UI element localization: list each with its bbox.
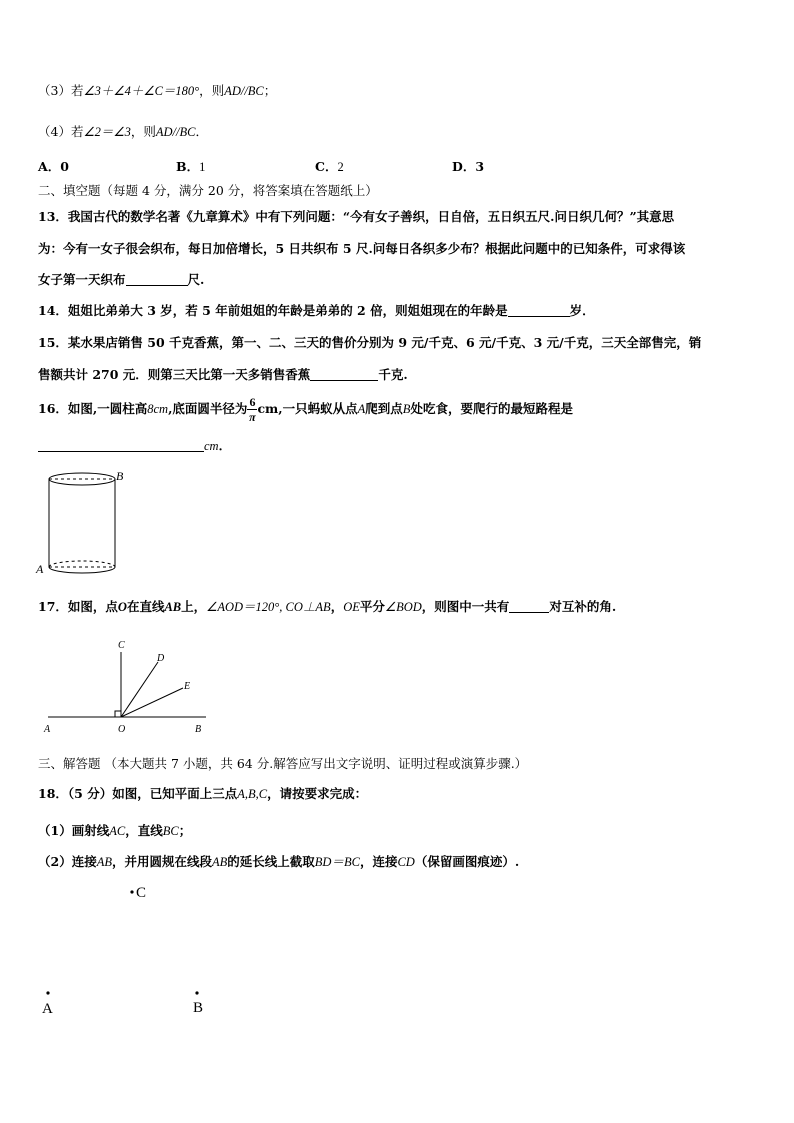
choice-b[interactable]: B．1	[176, 159, 206, 174]
q12-item3-condition: ∠3＋∠4＋∠C＝180°	[83, 84, 200, 98]
q12-item3: （3）若∠3＋∠4＋∠C＝180°，则AD//BC；	[38, 83, 277, 98]
label-d: D	[157, 653, 165, 664]
label-c: C	[118, 640, 125, 651]
point-c	[130, 890, 133, 893]
q14-answer-blank[interactable]	[508, 304, 570, 317]
q13-line-1: 13．我国古代的数学名著《九章算术》中有下列问题：“今有女子善织，日自倍，五日织五尺.问日织几何？”其意思	[38, 209, 675, 224]
right-angle-mark	[115, 711, 121, 717]
q13-answer-blank[interactable]	[126, 273, 188, 286]
q12-item4: （4）若∠2＝∠3，则AD//BC．	[38, 124, 208, 139]
cylinder-label-a: A	[36, 562, 44, 576]
point-b	[195, 991, 198, 994]
section-2-heading: 二、填空题（每题 4 分，满分 20 分，将答案填在答题纸上）	[38, 183, 378, 198]
q14-line: 14．姐姐比弟弟大 3 岁，若 5 年前姐姐的年龄是弟弟的 2 倍，则姐姐现在的年龄是 岁．	[38, 303, 595, 318]
q17-answer-blank[interactable]	[509, 600, 549, 613]
q12-item4-conclusion: AD//BC	[155, 125, 196, 139]
q16-answer-blank[interactable]	[38, 439, 204, 452]
choice-d[interactable]: D．3	[452, 159, 485, 174]
cylinder-bottom-front-arc	[49, 567, 115, 573]
q12-item4-condition: ∠2＝∠3	[83, 125, 131, 139]
q17-line: 17．如图，点O在直线AB上，∠AOD＝120°, CO⊥AB，OE平分∠BOD，则图中一共有 对互补的角.	[38, 599, 617, 614]
q12-item3-conclusion: AD//BC	[224, 84, 264, 98]
q16-radius-fraction: $\frac{6}{\pi}$	[249, 395, 256, 424]
choice-c[interactable]: C．2	[315, 159, 344, 174]
q15-line-2: 售额共计 270 元．则第三天比第一天多销售香蕉 千克.	[38, 367, 408, 382]
q18-step-2: （2）连接AB，并用圆规在线段AB的延长线上截取BD＝BC，连接CD（保留画图痕迹）.	[38, 854, 520, 869]
point-b-label: B	[193, 1000, 204, 1016]
q18-points-figure	[30, 875, 230, 1025]
cylinder-bottom-back-arc	[49, 561, 115, 567]
label-o: O	[118, 724, 126, 735]
q16-cylinder-figure	[34, 462, 134, 582]
label-a: A	[44, 724, 51, 735]
label-b: B	[195, 724, 202, 735]
q15-answer-blank[interactable]	[310, 368, 378, 381]
q13-line-3: 女子第一天织布 尺.	[38, 272, 205, 287]
section-3-heading: 三、解答题 （本大题共 7 小题，共 64 分.解答应写出文字说明、证明过程或演算步骤.）	[38, 756, 528, 771]
q16-line-1: 16．如图,一圆柱高8cm,底面圆半径为 $\frac{6}{\pi}$ cm,一只蚂蚁从点A爬到点B处吃食，要爬行的最短路程是	[38, 395, 573, 424]
label-e: E	[184, 681, 191, 692]
q15-line-1: 15．某水果店销售 50 千克香蕉，第一、二、三天的售价分别为 9 元/千克、6 元/千克、3 元/千克，三天全部售完，销	[38, 335, 702, 350]
point-c-label: C	[136, 885, 147, 901]
q16-line-2: cm．	[38, 437, 231, 455]
q18-step-1: （1）画射线AC，直线BC；	[38, 823, 192, 838]
choice-a[interactable]: A．0	[38, 159, 69, 174]
q17-angle-figure	[38, 634, 218, 736]
q18-heading: 18．（5 分）如图，已知平面上三点A,B,C，请按要求完成：	[38, 786, 368, 801]
cylinder-label-b: B	[116, 469, 124, 483]
q13-line-2: 为：今有一女子很会织布，每日加倍增长，5 日共织布 5 尺.问每日各织多少布？根据此问题中的已知条件，可求得该	[38, 241, 686, 256]
point-a-label: A	[42, 1001, 53, 1017]
point-a	[46, 991, 49, 994]
